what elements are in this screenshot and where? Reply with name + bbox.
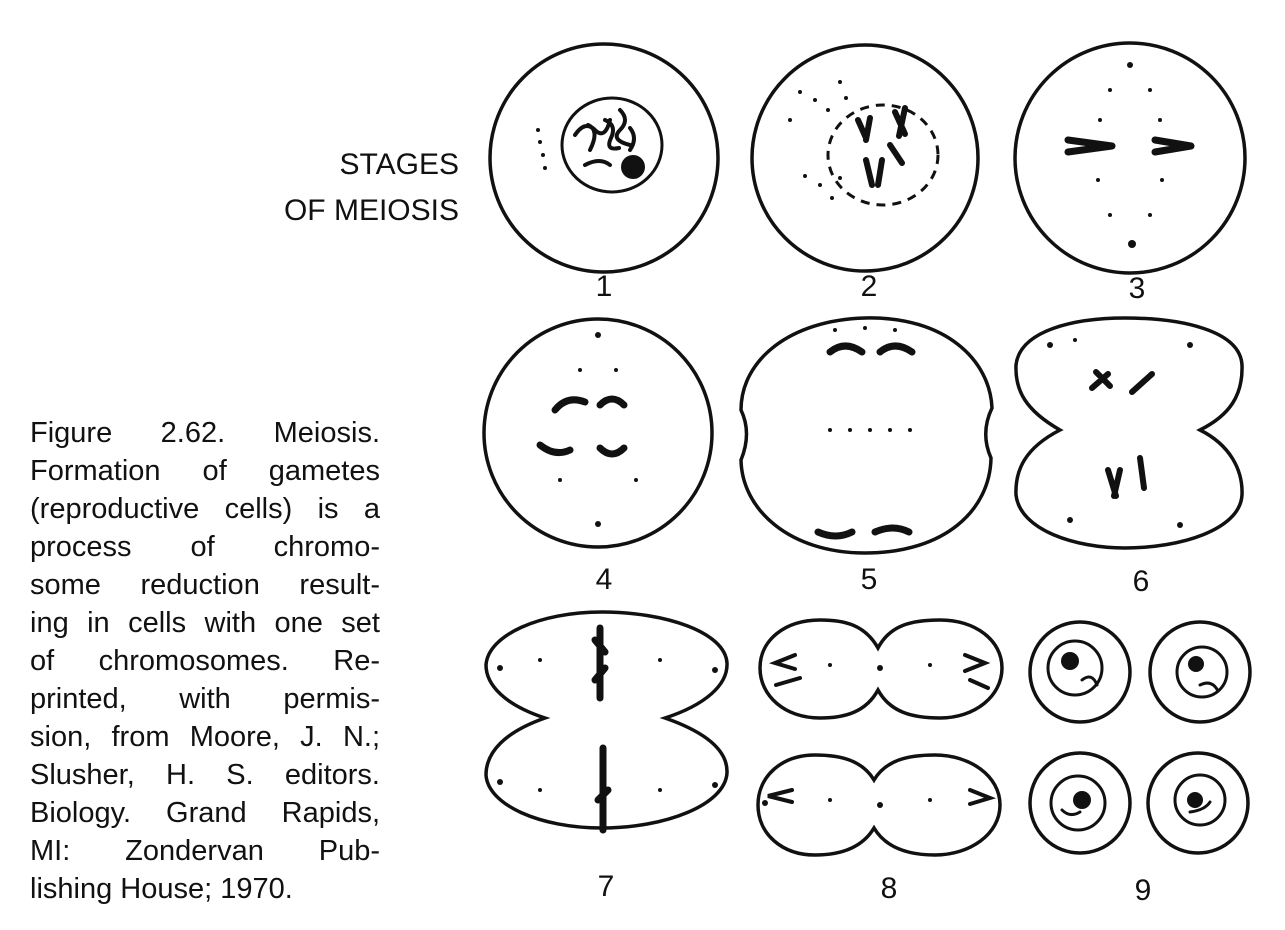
spindle-dot bbox=[803, 174, 807, 178]
spindle-dot bbox=[928, 798, 932, 802]
spindle-dot bbox=[543, 166, 547, 170]
spindle-dot bbox=[1158, 118, 1162, 122]
chromosomes-5 bbox=[818, 346, 912, 536]
spindle-dot bbox=[788, 118, 792, 122]
caption-line: printed, with permis- bbox=[30, 683, 380, 715]
caption-line: some reduction result- bbox=[30, 569, 380, 601]
spindle-dot bbox=[877, 665, 883, 671]
chromosomes-3 bbox=[1068, 140, 1191, 152]
spindle-dot bbox=[830, 196, 834, 200]
chromosomes-6 bbox=[1092, 372, 1152, 496]
spindle-dot bbox=[595, 521, 601, 527]
spindle-dot bbox=[578, 368, 582, 372]
spindle-dot bbox=[844, 96, 848, 100]
spindle-dot bbox=[1177, 522, 1183, 528]
spindle-dot bbox=[634, 478, 638, 482]
spindle-dot bbox=[536, 128, 540, 132]
caption-line: Formation of gametes bbox=[30, 455, 380, 487]
spindle-dot bbox=[538, 140, 542, 144]
caption-line: process of chromo- bbox=[30, 531, 380, 563]
cell-5 bbox=[741, 318, 992, 553]
nucleus-1 bbox=[562, 98, 662, 192]
spindle-dot bbox=[813, 98, 817, 102]
cell-3 bbox=[1015, 43, 1245, 273]
spindle-cell-4 bbox=[558, 332, 638, 527]
cell-6 bbox=[1016, 318, 1242, 548]
spindle-dot bbox=[838, 80, 842, 84]
spindle-dot bbox=[541, 153, 545, 157]
cell-4 bbox=[484, 319, 712, 547]
spindle-dot bbox=[893, 328, 897, 332]
stage-number-3: 3 bbox=[1128, 272, 1146, 305]
spindle-dot bbox=[828, 428, 832, 432]
spindle-dot bbox=[658, 658, 662, 662]
spindle-dot bbox=[538, 658, 542, 662]
stage-number-5: 5 bbox=[860, 563, 878, 596]
spindle-dot bbox=[762, 800, 768, 806]
spindle-dot bbox=[1128, 240, 1136, 248]
spindle-dot bbox=[614, 368, 618, 372]
chromosomes-2 bbox=[858, 108, 905, 185]
spindle-dot bbox=[838, 176, 842, 180]
spindle-dot bbox=[863, 326, 867, 330]
spindle-dot bbox=[868, 428, 872, 432]
dots-cell-6 bbox=[1047, 338, 1193, 528]
caption-line: (reproductive cells) is a bbox=[30, 493, 380, 525]
cell-9a bbox=[1030, 622, 1130, 722]
stage-numbers bbox=[596, 270, 1152, 907]
spindle-dot bbox=[1127, 62, 1133, 68]
spindle-dot bbox=[497, 665, 503, 671]
nucleolus-9d bbox=[1187, 792, 1203, 808]
chromosomes-7 bbox=[595, 628, 608, 830]
chromosome-threads-1 bbox=[575, 110, 634, 165]
spindle-dot bbox=[497, 779, 503, 785]
stage-number-8: 8 bbox=[880, 872, 898, 905]
spindle-dot bbox=[1108, 88, 1112, 92]
stage-number-9: 9 bbox=[1134, 874, 1152, 907]
chromosomes-8 bbox=[768, 655, 990, 804]
spindle-dot bbox=[818, 183, 822, 187]
spindle-dot bbox=[1148, 213, 1152, 217]
spindle-dot bbox=[877, 802, 883, 808]
stage-number-2: 2 bbox=[860, 270, 878, 303]
spindle-dot bbox=[538, 788, 542, 792]
nucleolus-9b bbox=[1188, 656, 1204, 672]
spindle-cell-8 bbox=[762, 663, 932, 808]
spindle-dot bbox=[1108, 213, 1112, 217]
dots-cell-1 bbox=[536, 128, 547, 170]
caption-line: ing in cells with one set bbox=[30, 607, 380, 639]
spindle-dot bbox=[908, 428, 912, 432]
spindle-dot bbox=[798, 90, 802, 94]
cell-9b bbox=[1150, 622, 1250, 722]
spindle-dot bbox=[833, 328, 837, 332]
spindle-dot bbox=[1096, 178, 1100, 182]
cell-1 bbox=[490, 44, 718, 272]
spindle-cell-5 bbox=[828, 326, 912, 432]
spindle-dot bbox=[828, 798, 832, 802]
spindle-dot bbox=[828, 663, 832, 667]
spindle-dot bbox=[1067, 517, 1073, 523]
spindle-dot bbox=[595, 332, 601, 338]
nuclei bbox=[562, 98, 1227, 830]
spindle-dot bbox=[888, 428, 892, 432]
nucleolus-9a bbox=[1061, 652, 1079, 670]
spindle-dot bbox=[1098, 118, 1102, 122]
caption-line: Figure 2.62. Meiosis. bbox=[30, 417, 380, 449]
nucleus-9b bbox=[1177, 647, 1227, 697]
caption-line: lishing House; 1970. bbox=[30, 873, 293, 905]
caption-line: Slusher, H. S. editors. bbox=[30, 759, 380, 791]
stage-number-4: 4 bbox=[595, 563, 613, 596]
aster-cell-2 bbox=[788, 80, 848, 200]
spindle-dot bbox=[712, 782, 718, 788]
diagram-title-line-1: STAGES bbox=[339, 148, 459, 181]
spindle-dot bbox=[658, 788, 662, 792]
nucleolus-9c bbox=[1073, 791, 1091, 809]
spindle-dot bbox=[1160, 178, 1164, 182]
spindle-dot bbox=[848, 428, 852, 432]
stage-number-7: 7 bbox=[597, 870, 615, 903]
diagram-title-line-2: OF MEIOSIS bbox=[283, 194, 459, 227]
caption-line: of chromosomes. Re- bbox=[30, 645, 380, 677]
caption-line: Biology. Grand Rapids, bbox=[30, 797, 380, 829]
spindle-dot bbox=[1148, 88, 1152, 92]
spindle-dot bbox=[712, 667, 718, 673]
caption-line: MI: Zondervan Pub- bbox=[30, 835, 380, 867]
caption-line: sion, from Moore, J. N.; bbox=[30, 721, 380, 753]
spindle-dot bbox=[826, 108, 830, 112]
chromosomes-4 bbox=[540, 399, 624, 454]
spindle-dot bbox=[928, 663, 932, 667]
spindle-dot bbox=[1073, 338, 1077, 342]
spindle-dot bbox=[558, 478, 562, 482]
stage-number-1: 1 bbox=[595, 270, 613, 303]
chromosomes bbox=[540, 108, 1218, 830]
nucleus-2 bbox=[828, 105, 938, 205]
nucleolus-1 bbox=[621, 155, 645, 179]
spindle-dot bbox=[1047, 342, 1053, 348]
spindle-dot bbox=[1187, 342, 1193, 348]
stage-number-6: 6 bbox=[1132, 565, 1150, 598]
